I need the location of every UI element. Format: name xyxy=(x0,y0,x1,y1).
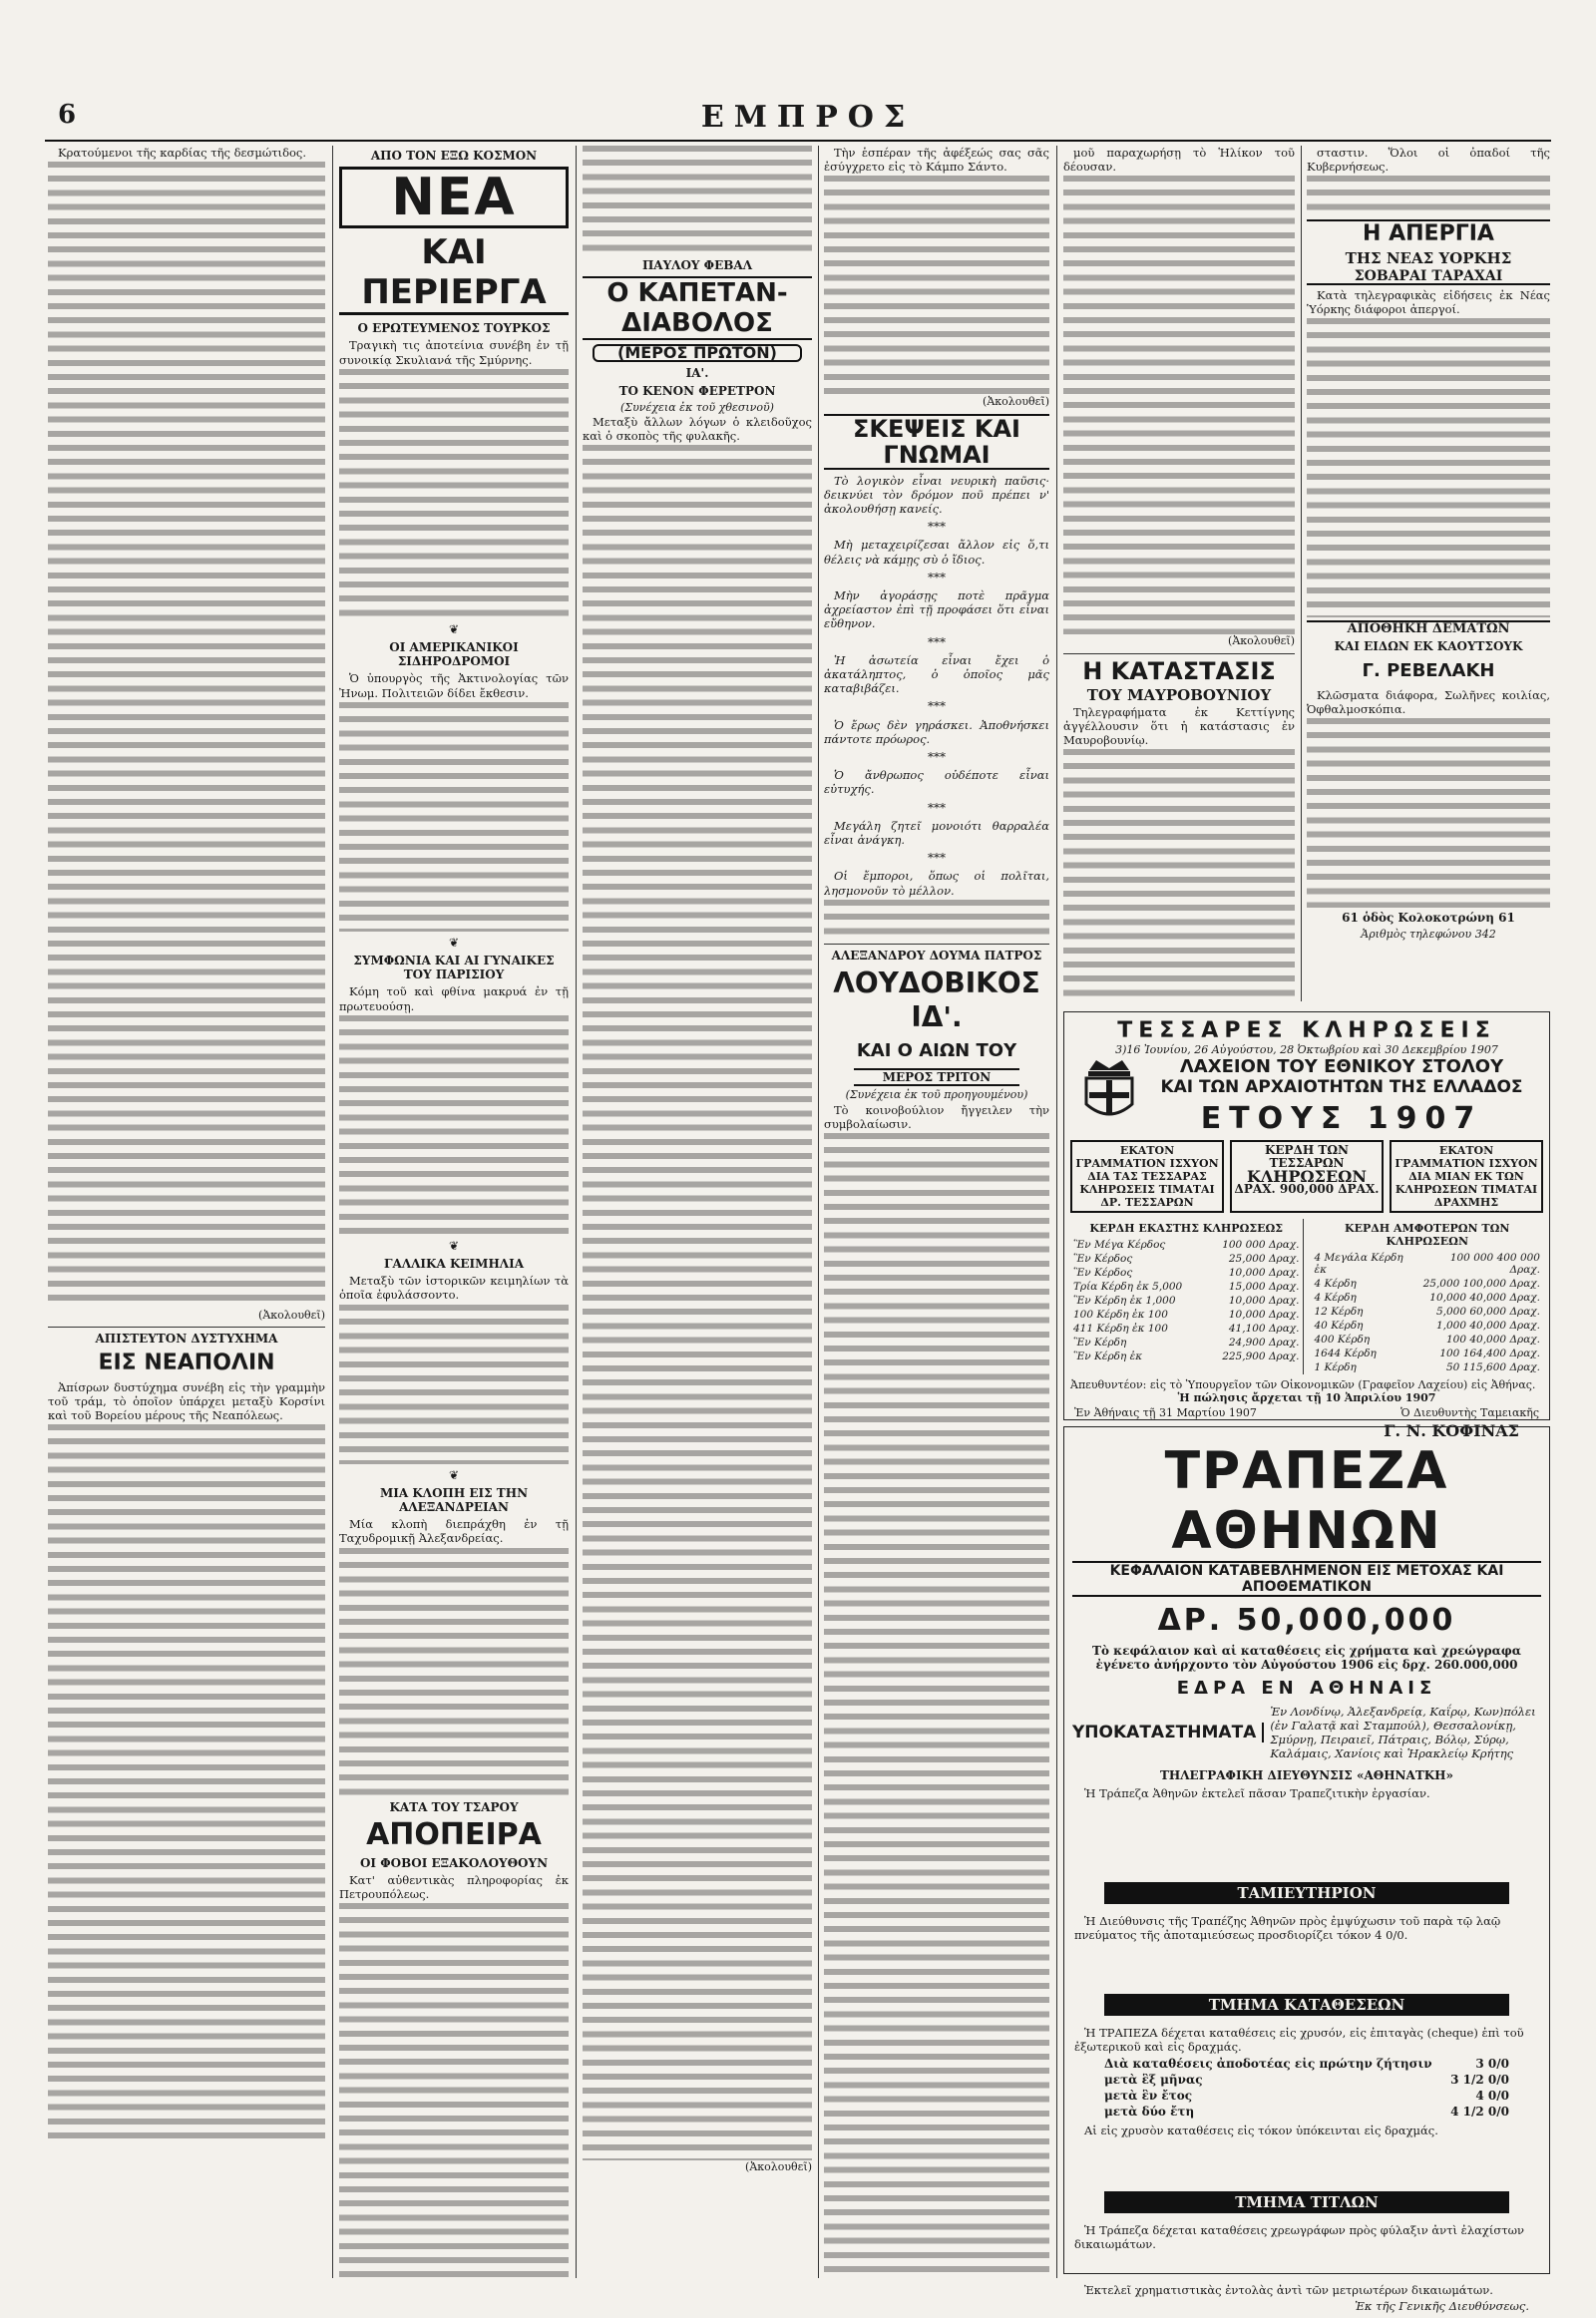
prize-row xyxy=(1312,1305,1544,1319)
story-title: ΣΥΜΦΩΝΙΑ ΚΑΙ ΑΙ ΓΥΝΑΙΚΕΣ ΤΟΥ ΠΑΡΙΣΙΟΥ xyxy=(353,954,555,982)
body-text-block xyxy=(1063,176,1295,634)
prize-list xyxy=(1312,1251,1544,1374)
titles-text: Ἡ Τράπεζα δέχεται καταθέσεις χρεωγράφων πρὸς φύλαξιν ἀντὶ ἐλαχίστων δικαιωμάτων. xyxy=(1074,2223,1524,2251)
ticket-box-single: ΕΚΑΤΟΝ ΓΡΑΜΜΑΤΙΟΝ ΙΣΧΥΟΝ ΔΙΑ ΜΙΑΝ ΕΚ ΤΩΝ ΚΛΗΡΩΣΕΩΝ ΤΙΜΑΤΑΙ ΔΡΑΧΜΗΣ xyxy=(1390,1140,1543,1213)
bank-seat: ΕΔΡΑ ΕΝ ΑΘΗΝΑΙΣ xyxy=(1176,1678,1437,1699)
lottery-director: Γ. Ν. ΚΟΦΙΝΑΣ xyxy=(1384,1421,1519,1440)
prize-value: 100 164,400 Δραχ. xyxy=(1439,1348,1540,1359)
lottery-header: ΤΕΣΣΑΡΕΣ ΚΛΗΡΩΣΕΙΣ xyxy=(1117,1018,1496,1043)
prize-row xyxy=(1312,1291,1544,1305)
story-signature: (Ἀκολουθεῖ) xyxy=(1228,634,1295,648)
section-rule xyxy=(824,944,1049,945)
prize-value: 10,000 Δραχ. xyxy=(1228,1309,1300,1321)
story-lead: Κατ' αὐθεντικὰς πληροφορίας ἐκ Πετρουπόλεως. xyxy=(339,1873,569,1902)
prize-value: 41,100 Δραχ. xyxy=(1228,1323,1300,1335)
rate-row xyxy=(1064,2104,1549,2120)
prize-row xyxy=(1070,1266,1303,1280)
strike-subheadline-2: ΣΟΒΑΡΑΙ ΤΑΡΑΧΑΙ xyxy=(1307,269,1550,285)
montenegro-subheadline: ΤΟΥ ΜΑΥΡΟΒΟΥΝΙΟΥ xyxy=(1086,685,1272,704)
prize-row xyxy=(1070,1336,1303,1350)
star-divider: *** xyxy=(928,634,946,649)
perierga-headline: ΚΑΙ ΠΕΡΙΕΡΓΑ xyxy=(339,232,569,315)
rate-value: 4 0/0 xyxy=(1475,2089,1509,2103)
strike-headline: Η ΑΠΕΡΓΙΑ xyxy=(1307,219,1550,247)
continued-note: (Συνέχεια ἐκ τοῦ χθεσινοῦ) xyxy=(620,400,774,414)
montenegro-headline: Η ΚΑΤΑΣΤΑΣΙΣ xyxy=(1082,656,1276,685)
prize-value: 100 000 Δραχ. xyxy=(1222,1239,1300,1251)
prize-row xyxy=(1312,1319,1544,1333)
titles-headline: ΤΜΗΜΑ ΤΙΤΛΩΝ xyxy=(1104,2191,1509,2213)
story-lead: Ὁ ὑπουργὸς τῆς Ἀκτινολογίας τῶν Ἠνωμ. Πολιτειῶν δίδει ἔκθεσιν. xyxy=(339,671,569,700)
serial-signature: (Ἀκολουθεῖ) xyxy=(745,2160,812,2174)
thought-item: Ὁ ἔρως δὲν γηράσκει. Ἀποθνήσκει πάντοτε πρόωρος. xyxy=(824,717,1049,746)
thought-item: Οἱ ἔμποροι, ὅπως οἱ πολῖται, λησμονοῦν τὸ μέλλον. xyxy=(824,869,1049,898)
body-text-block xyxy=(583,146,812,255)
serial-part: (ΜΕΡΟΣ ΠΡΩΤΟΝ) xyxy=(593,344,802,362)
story-lead: Μεταξὺ τῶν ἱστορικῶν κειμηλίων τὰ ὁποῖα ἐφυλάσσοντο. xyxy=(339,1274,569,1303)
strike-lead: Κατὰ τηλεγραφικὰς εἰδήσεις ἐκ Νέας Ὑόρκης διάφοροι ἀπεργοί. xyxy=(1307,287,1550,317)
nea-headline: ΝΕΑ xyxy=(339,167,569,228)
shop-lead: Κλῶσματα διάφορα, Σωλῆνες κοιλίας, Ὀφθαλμοσκόπια. xyxy=(1307,687,1550,716)
story-continuation: Κρατούμενοι τῆς καρδίας τῆς δεσμώτιδος. xyxy=(58,146,307,160)
prize-label: 400 Κέρδη xyxy=(1314,1334,1371,1346)
prize-table-title: ΚΕΡΔΗ ΑΜΦΟΤΕΡΩΝ ΤΩΝ ΚΛΗΡΩΣΕΩΝ xyxy=(1345,1222,1510,1248)
prize-row xyxy=(1312,1277,1544,1291)
shop-phone: Ἀριθμὸς τηλεφώνου 342 xyxy=(1361,928,1496,942)
bank-capital-line: ΚΕΦΑΛΑΙΟΝ ΚΑΤΑΒΕΒΛΗΜΕΝΟΝ ΕΙΣ ΜΕΤΟΧΑΣ ΚΑΙ ΑΠΟΘΕΜΑΤΙΚΟΝ xyxy=(1072,1561,1541,1597)
story-signature: (Ἀκολουθεῖ) xyxy=(258,1309,325,1323)
column-divider xyxy=(818,146,819,2278)
prize-value: 24,900 Δραχ. xyxy=(1228,1337,1300,1349)
thought-item: Μὴ μεταχειρίζεσαι ἄλλον εἰς ὅ,τι θέλεις νὰ κάμῃς σὺ ὁ ἴδιος. xyxy=(824,538,1049,567)
novel-subtitle: ΚΑΙ Ο ΑΙΩΝ ΤΟΥ xyxy=(856,1040,1017,1062)
star-divider: *** xyxy=(928,699,946,714)
story-lead: Τὴν ἑσπέραν τῆς ἀφέξεώς σας σᾶς ἐσύγχρετο εἰς τὸ Κάμπο Σάντο. xyxy=(824,146,1049,175)
disaster-headline: ΑΠΙΣΤΕΥΤΟΝ ΔΥΣΤΥΧΗΜΑ xyxy=(95,1332,278,1347)
lottery-director-title: Ὁ Διευθυντὴς Ταμειακῆς xyxy=(1400,1406,1539,1419)
shop-address: 61 ὁδὸς Κολοκοτρώνη 61 xyxy=(1342,911,1515,926)
branches-label: ΥΠΟΚΑΤΑΣΤΗΜΑΤΑ xyxy=(1072,1723,1264,1742)
prize-row xyxy=(1070,1350,1303,1363)
thought-item: Μὴν ἀγοράσῃς ποτὲ πρᾶγμα ἀχρείαστον ἐπὶ τῇ προφάσει ὅτι εἶναι εὔθηνον. xyxy=(824,588,1049,631)
thought-item: Μεγάλη ζητεῖ μονοιότι θαρραλέα εἶναι ἀνάγκη. xyxy=(824,818,1049,848)
savings-headline: ΤΑΜΙΕΥΤΗΡΙΟΝ xyxy=(1104,1882,1509,1904)
prize-label: Τρία Κέρδη ἐκ 5,000 xyxy=(1073,1281,1183,1293)
bank-branches xyxy=(1064,1705,1549,1760)
prize-value: 25,000 100,000 Δραχ. xyxy=(1422,1278,1540,1290)
body-text-block xyxy=(339,369,569,618)
novel-author: ΑΛΕΞΑΝΔΡΟΥ ΔΟΥΜΑ ΠΑΤΡΟΣ xyxy=(831,948,1042,963)
bank-name: ΤΡΑΠΕΖΑ ΑΘΗΝΩΝ xyxy=(1164,1441,1449,1561)
prize-row xyxy=(1312,1333,1544,1347)
bank-advertisement xyxy=(1063,1426,1550,2313)
serial-lead: Μεταξὺ ἄλλων λόγων ὁ κλειδοῦχος καὶ ὁ σκοπὸς τῆς φυλακῆς. xyxy=(583,415,812,444)
prize-value: 10,000 Δραχ. xyxy=(1228,1295,1300,1307)
prize-label: Ἓν Κέρδος xyxy=(1073,1253,1133,1265)
ticket-box-prizes xyxy=(1230,1140,1384,1213)
page-number: 6 xyxy=(58,100,77,130)
prize-label: 40 Κέρδη xyxy=(1314,1320,1364,1332)
prize-value: 50 115,600 Δραχ. xyxy=(1445,1361,1540,1373)
savings-text: Ἡ Διεύθυνσις τῆς Τραπέζης Ἀθηνῶν πρὸς ἐμψύχωσιν τοῦ παρὰ τῷ λαῷ πνεύματος τῆς ἀποταμιεύσεως προσδιορίζει τόκον 4 0/0. xyxy=(1074,1914,1501,1942)
prize-row xyxy=(1312,1347,1544,1360)
tsar-subheadline: ΟΙ ΦΟΒΟΙ ΕΞΑΚΟΛΟΥΘΟΥΝ xyxy=(359,1855,549,1870)
column-3 xyxy=(583,146,812,2280)
prize-label: 100 Κέρδη ἐκ 100 xyxy=(1073,1309,1168,1321)
prize-row xyxy=(1070,1322,1303,1336)
tsar-kicker: ΚΑΤΑ ΤΟΥ ΤΣΑΡΟΥ xyxy=(389,1799,519,1814)
body-text-block xyxy=(1063,749,1295,1003)
prizes-line-1: ΚΕΡΔΗ ΤΩΝ ΤΕΣΣΑΡΩΝ xyxy=(1264,1143,1349,1170)
crown-crest-icon xyxy=(1074,1056,1144,1126)
deposits-text: Ἡ ΤΡΑΠΕΖΑ δέχεται καταθέσεις εἰς χρυσόν, εἰς ἐπιταγὰς (cheque) ἐπὶ τοῦ ἐξωτερικοῦ καὶ εἰς δραχμάς. xyxy=(1074,2026,1524,2054)
lottery-advertisement xyxy=(1063,1011,1550,1440)
body-text-block xyxy=(1074,2141,1539,2183)
gold-note: Αἱ εἰς χρυσὸν καταθέσεις εἰς τόκον ὑπόκεινται εἰς δραχμάς. xyxy=(1084,2124,1438,2137)
branches-list: Ἐν Λονδίνῳ, Ἀλεξανδρείᾳ, Καΐρῳ, Κων)πόλει (ἐν Γαλατᾷ καὶ Σταμπούλ), Θεσσαλονίκῃ, Σμύρνῃ, Πειραιεῖ, Πάτραις, Βόλῳ, Σύρῳ, Καλάμαις, Χανίοις καὶ Ἡρακλείῳ Κρήτης xyxy=(1270,1705,1536,1760)
prize-row xyxy=(1070,1252,1303,1266)
rate-value: 3 0/0 xyxy=(1475,2057,1509,2071)
star-divider: *** xyxy=(928,570,946,584)
rate-value: 4 1/2 0/0 xyxy=(1450,2105,1509,2119)
body-text-block xyxy=(1074,1804,1539,1874)
prize-value: 100 000 400 000 Δραχ. xyxy=(1449,1252,1540,1276)
section-rule xyxy=(1063,653,1295,654)
novel-title: ΛΟΥΔΟΒΙΚΟΣ ΙΔ'. xyxy=(833,966,1040,1034)
prize-label: Ἓν Κέρδη xyxy=(1073,1337,1127,1349)
column-1 xyxy=(48,146,325,2280)
body-text-block xyxy=(339,1305,569,1464)
ornament-divider: ❦ xyxy=(448,1467,460,1482)
body-text-block xyxy=(824,900,1049,940)
prize-label: Ἓν Κέρδη ἐκ xyxy=(1073,1351,1143,1362)
story-title: Ο ΕΡΩΤΕΥΜΕΝΟΣ ΤΟΥΡΚΟΣ xyxy=(357,321,551,336)
prize-label: 1 Κέρδη xyxy=(1314,1361,1357,1373)
prize-value: 100 40,000 Δραχ. xyxy=(1445,1334,1540,1346)
lottery-date: Ἐν Ἀθήναις τῇ 31 Μαρτίου 1907 xyxy=(1074,1406,1257,1419)
prize-row xyxy=(1312,1360,1544,1374)
deposit-rates xyxy=(1064,2056,1549,2120)
story-lead: μοῦ παραχωρήσῃ τὸ Ἡλίκον τοῦ δέουσαν. xyxy=(1063,146,1295,175)
prize-row xyxy=(1312,1251,1544,1277)
prizes-line-3: ΔΡΑΧ. 900,000 ΔΡΑΧ. xyxy=(1234,1182,1380,1196)
body-text-block xyxy=(48,162,325,1309)
prize-value: 10,000 40,000 Δραχ. xyxy=(1429,1292,1540,1304)
prize-row xyxy=(1070,1280,1303,1294)
thought-item: Τὸ λογικὸν εἶναι νευρικὴ παῦσις· δεικνύει τὸν δρόμον ποῦ πρέπει ν' ἀκολουθήσῃ κανείς. xyxy=(824,473,1049,517)
prize-table-title: ΚΕΡΔΗ ΕΚΑΣΤΗΣ ΚΛΗΡΩΣΕΩΣ xyxy=(1089,1222,1284,1235)
prize-list xyxy=(1070,1238,1303,1363)
column-6 xyxy=(1307,146,1550,1003)
prize-label: Ἓν Μέγα Κέρδος xyxy=(1073,1239,1166,1251)
prize-value: 225,900 Δραχ. xyxy=(1222,1351,1300,1362)
rate-label: μετὰ ἓν ἔτος xyxy=(1104,2089,1193,2103)
section-title: ΑΠΟ ΤΟΝ ΕΞΩ ΚΟΣΜΟΝ xyxy=(370,149,538,163)
lottery-name: ΛΑΧΕΙΟΝ ΤΟΥ ΕΘΝΙΚΟΥ ΣΤΟΛΟΥ xyxy=(1179,1056,1504,1077)
bank-signature: Ἐκ τῆς Γενικῆς Διευθύνσεως. xyxy=(1355,2299,1529,2313)
story-signature: (Ἀκολουθεῖ) xyxy=(983,395,1049,409)
montenegro-lead: Τηλεγραφήματα ἐκ Κεττίγνης ἀγγέλλουσιν ὅτι ἡ κατάστασις ἐν Μαυροβουνίῳ. xyxy=(1063,704,1295,748)
story-title: ΓΑΛΛΙΚΑ ΚΕΙΜΗΛΙΑ xyxy=(383,1257,525,1272)
bank-services: Ἡ Τράπεζα Ἀθηνῶν ἐκτελεῖ πᾶσαν Τραπεζιτικὴν ἐργασίαν. xyxy=(1084,1786,1430,1800)
story-title: ΜΙΑ ΚΛΟΠΗ ΕΙΣ ΤΗΝ ΑΛΕΞΑΝΔΡΕΙΑΝ xyxy=(379,1485,529,1515)
thought-item: Ὁ ἄνθρωπος οὐδέποτε εἶναι εὐτυχής. xyxy=(824,768,1049,797)
body-text-block xyxy=(824,176,1049,395)
lottery-name-2: ΚΑΙ ΤΩΝ ΑΡΧΑΙΟΤΗΤΩΝ ΤΗΣ ΕΛΛΑΔΟΣ xyxy=(1160,1077,1523,1097)
tsar-headline: ΑΠΟΠΕΙΡΑ xyxy=(366,1816,542,1852)
bank-closing: Ἐκτελεῖ χρηματιστικὰς ἐντολὰς ἀντὶ τῶν μετριωτέρων δικαιωμάτων. xyxy=(1084,2283,1493,2297)
novel-lead: Τὸ κοινοβούλιον ἤγγειλεν τὴν συμβολαίωσιν. xyxy=(824,1102,1049,1131)
story-title: ΟΙ ΑΜΕΡΙΚΑΝΙΚΟΙ ΣΙΔΗΡΟΔΡΟΜΟΙ xyxy=(389,640,519,669)
prize-row xyxy=(1070,1238,1303,1252)
lottery-address: Ἀπευθυντέον: εἰς τὸ Ὑπουργεῖον τῶν Οἰκονομικῶν (Γραφεῖον Λαχείου) εἰς Ἀθήνας. xyxy=(1070,1378,1536,1391)
deposits-headline: ΤΜΗΜΑ ΚΑΤΑΘΕΣΕΩΝ xyxy=(1104,1994,1509,2016)
star-divider: *** xyxy=(928,800,946,815)
prize-label: Ἓν Κέρδη ἐκ 1,000 xyxy=(1073,1295,1176,1307)
rate-row xyxy=(1064,2088,1549,2104)
prize-table-each xyxy=(1070,1219,1304,1374)
body-text-block xyxy=(1307,176,1550,215)
column-divider xyxy=(1301,146,1302,1001)
bank-capital-note: Τὸ κεφάλαιον καὶ αἱ καταθέσεις εἰς χρήματα καὶ χρεώγραφα ἐγένετο ἀνήρχοντο τὸν Αὐγούστου 1906 εἰς δρχ. 260.000,000 xyxy=(1092,1644,1521,1672)
body-text-block xyxy=(1307,718,1550,908)
chapter-title: ΤΟ ΚΕΝΟΝ ΦΕΡΕΤΡΟΝ xyxy=(618,383,776,398)
rate-value: 3 1/2 0/0 xyxy=(1450,2073,1509,2087)
masthead-title: ΕΜΠΡΟΣ xyxy=(700,100,916,135)
thought-item: Ἡ ἀσωτεία εἶναι ἔχει ὁ ἀκατάληπτος, ὁ ὁποῖος μᾶς καταβιβάζει. xyxy=(824,652,1049,696)
body-text-block xyxy=(1307,318,1550,617)
lottery-footer xyxy=(1064,1404,1549,1421)
prize-value: 15,000 Δραχ. xyxy=(1228,1281,1300,1293)
novel-part: ΜΕΡΟΣ ΤΡΙΤΟΝ xyxy=(854,1068,1019,1086)
prize-label: 12 Κέρδη xyxy=(1314,1306,1364,1318)
body-text-block xyxy=(339,1015,569,1235)
column-4 xyxy=(824,146,1049,2280)
body-text-block xyxy=(1074,1944,1539,1986)
body-text-block xyxy=(339,702,569,932)
body-text-block xyxy=(824,1133,1049,2280)
column-divider xyxy=(576,146,577,2278)
lottery-year: ΕΤΟΥΣ 1907 xyxy=(1200,1101,1483,1136)
prize-label: 411 Κέρδη ἐκ 100 xyxy=(1073,1323,1168,1335)
strike-subheadline: ΤΗΣ ΝΕΑΣ ΥΟΡΚΗΣ xyxy=(1345,249,1512,268)
story-lead: σταστιν. Ὅλοι οἱ ὀπαδοί τῆς Κυβερνήσεως. xyxy=(1307,146,1550,175)
prizes-line-2: ΚΛΗΡΩΣΕΩΝ xyxy=(1246,1167,1368,1186)
lottery-sale-date: Ἡ πώλησις ἄρχεται τῇ 10 Ἀπριλίου 1907 xyxy=(1177,1391,1436,1404)
prize-label: 4 Κέρδη xyxy=(1314,1278,1357,1290)
prize-value: 5,000 60,000 Δραχ. xyxy=(1435,1306,1540,1318)
star-divider: *** xyxy=(928,851,946,866)
disaster-subheadline: ΕΙΣ ΝΕΑΠΟΛΙΝ xyxy=(98,1350,275,1375)
story-lead: Μία κλοπὴ διεπράχθη ἐν τῇ Ταχυδρομικῇ Ἀλεξανδρείας. xyxy=(339,1517,569,1546)
ornament-divider: ❦ xyxy=(448,935,460,950)
prize-label: 4 Κέρδη xyxy=(1314,1292,1357,1304)
prize-value: 1,000 40,000 Δραχ. xyxy=(1435,1320,1540,1332)
disaster-lead: Ἀπίσρων δυστύχημα συνέβη εἰς τὴν γραμμὴν τοῦ τράμ, τὸ ὁποῖον ὑπάρχει μεταξὺ Κορσίνι καὶ τοῦ Βορείου μέρους τῆς Νεαπόλεως. xyxy=(48,1379,325,1423)
prize-value: 25,000 Δραχ. xyxy=(1228,1253,1300,1265)
story-lead: Κόμη τοῦ καὶ φθίνα μακρυά ἐν τῇ πρωτευούσῃ. xyxy=(339,984,569,1013)
body-text-block xyxy=(339,1548,569,1797)
ticket-box-four: ΕΚΑΤΟΝ ΓΡΑΜΜΑΤΙΟΝ ΙΣΧΥΟΝ ΔΙΑ ΤΑΣ ΤΕΣΣΑΡΑΣ ΚΛΗΡΩΣΕΙΣ ΤΙΜΑΤΑΙ ΔΡ. ΤΕΣΣΑΡΩΝ xyxy=(1070,1140,1224,1213)
shop-headline: ΑΠΟΘΗΚΗ ΔΕΜΑΤΩΝ xyxy=(1307,620,1550,636)
prize-tables xyxy=(1064,1219,1549,1374)
prize-label: 4 Μεγάλα Κέρδη ἐκ xyxy=(1314,1252,1403,1276)
star-divider: *** xyxy=(928,750,946,765)
body-text-block xyxy=(583,445,812,2160)
story-lead: Τραγικὴ τις ἀποτείνια συνέβη ἐν τῇ συνοικίᾳ Σκυλιανά τῆς Σμύρνης. xyxy=(339,338,569,367)
column-divider xyxy=(332,146,333,2278)
chapter-number: ΙΑ'. xyxy=(685,366,709,381)
thoughts-headline: ΣΚΕΨΕΙΣ ΚΑΙ ΓΝΩΜΑΙ xyxy=(824,414,1049,470)
shop-subheadline: ΚΑΙ ΕΙΔΩΝ ΕΚ ΚΑΟΥΤΣΟΥΚ xyxy=(1334,639,1523,654)
shop-owner: Γ. ΡΕΒΕΛΑΚΗ xyxy=(1362,659,1495,681)
rate-row xyxy=(1064,2056,1549,2072)
rate-label: μετὰ ἓξ μῆνας xyxy=(1104,2073,1203,2087)
prize-row xyxy=(1070,1294,1303,1308)
serial-author: ΠΑΥΛΟΥ ΦΕΒΑΛ xyxy=(641,258,753,272)
prize-value: 10,000 Δραχ. xyxy=(1228,1267,1300,1279)
prize-label: Ἓν Κέρδος xyxy=(1073,1267,1133,1279)
star-divider: *** xyxy=(928,520,946,535)
lottery-ticket-boxes xyxy=(1064,1140,1549,1213)
continued-note: (Συνέχεια ἐκ τοῦ προηγουμένου) xyxy=(845,1088,1028,1102)
bank-capital: ΔΡ. 50,000,000 xyxy=(1157,1603,1456,1638)
bank-telegraph: ΤΗΛΕΓΡΑΦΙΚΗ ΔΙΕΥΘΥΝΣΙΣ «ΑΘΗΝΑΤΚΗ» xyxy=(1159,1768,1454,1782)
rate-label: Διὰ καταθέσεις ἀποδοτέας εἰς πρώτην ζήτησιν xyxy=(1104,2057,1432,2071)
ornament-divider: ❦ xyxy=(448,1238,460,1253)
section-rule xyxy=(48,1327,325,1328)
column-5 xyxy=(1063,146,1295,1003)
masthead-rule xyxy=(45,140,1551,142)
lottery-dates: 3)16 Ἰουνίου, 26 Αὐγούστου, 28 Ὀκτωβρίου καὶ 30 Δεκεμβρίου 1907 xyxy=(1115,1043,1498,1056)
body-text-block xyxy=(48,1424,325,2142)
body-text-block xyxy=(339,1903,569,2280)
ornament-divider: ❦ xyxy=(448,621,460,636)
rate-label: μετὰ δύο ἔτη xyxy=(1104,2105,1195,2119)
serial-title: Ο ΚΑΠΕΤΑΝ-ΔΙΑΒΟΛΟΣ xyxy=(583,276,812,340)
prize-table-both xyxy=(1312,1219,1544,1374)
prize-label: 1644 Κέρδη xyxy=(1314,1348,1377,1359)
prize-row xyxy=(1070,1308,1303,1322)
column-divider xyxy=(1056,146,1057,2278)
column-2 xyxy=(339,146,569,2280)
body-text-block xyxy=(1074,2253,1539,2281)
rate-row xyxy=(1064,2072,1549,2088)
